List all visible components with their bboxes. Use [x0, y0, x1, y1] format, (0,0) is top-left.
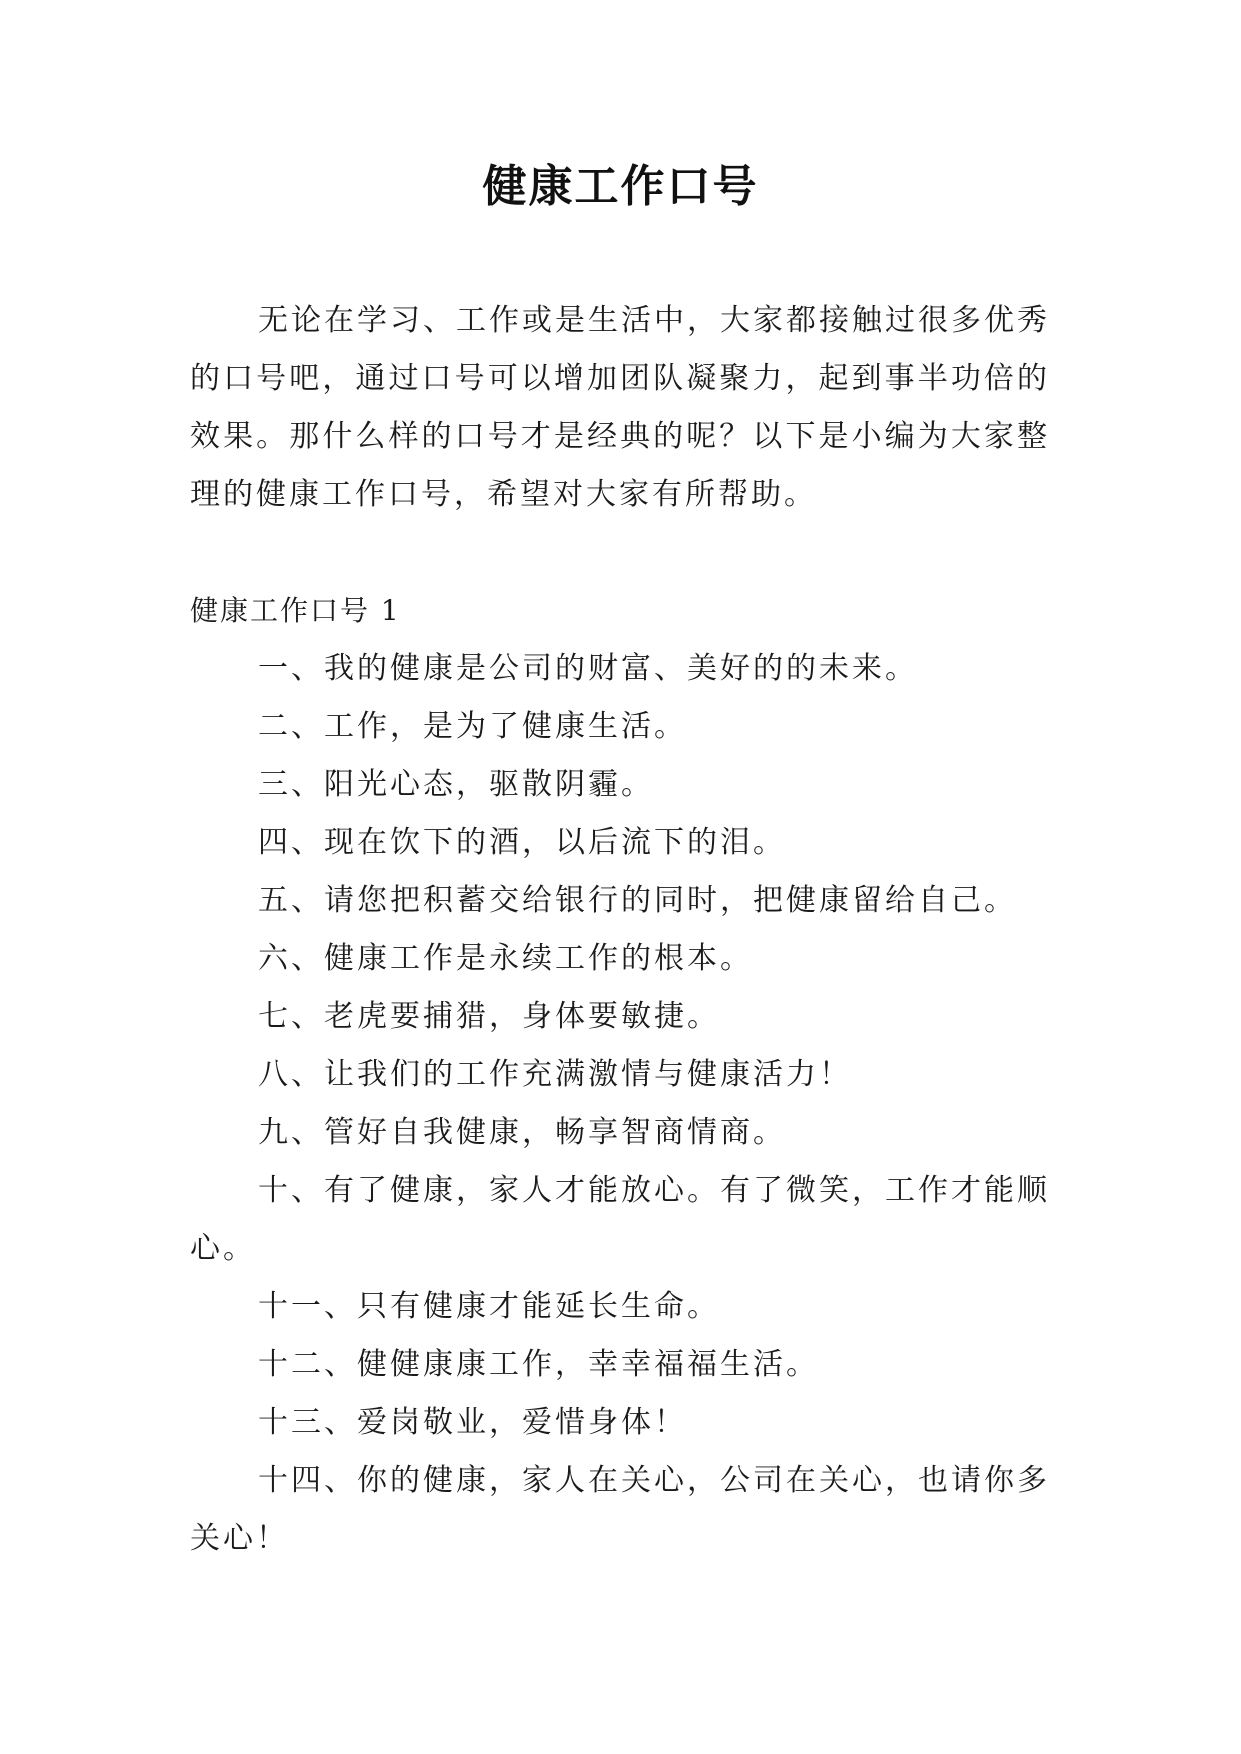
list-item: 十四、你的健康，家人在关心，公司在关心，也请你多关心！ — [190, 1463, 1050, 1556]
list-item: 九、管好自我健康，畅享智商情商。 — [258, 1115, 786, 1150]
list-item: 十二、健健康康工作，幸幸福福生活。 — [258, 1347, 819, 1382]
section-heading: 健康工作口号 1 — [190, 594, 401, 627]
document-body — [190, 292, 1050, 1568]
page-title: 健康工作口号 — [482, 161, 759, 212]
list-item: 六、健康工作是永续工作的根本。 — [258, 941, 753, 976]
list-item: 十、有了健康，家人才能放心。有了微笑，工作才能顺心。 — [190, 1173, 1050, 1266]
intro-paragraph: 无论在学习、工作或是生活中，大家都接触过很多优秀的口号吧，通过口号可以增加团队凝聚力，起到事半功倍的效果。那什么样的口号才是经典的呢？以下是小编为大家整理的健康工作口号，希望对大家有所帮助。 — [190, 303, 1050, 512]
list-item: 二、工作，是为了健康生活。 — [258, 709, 687, 744]
list-item: 十三、爱岗敬业，爱惜身体！ — [258, 1405, 687, 1440]
list-item: 八、让我们的工作充满激情与健康活力！ — [258, 1057, 852, 1092]
list-item: 三、阳光心态，驱散阴霾。 — [258, 767, 654, 802]
list-item: 七、老虎要捕猎，身体要敏捷。 — [258, 999, 720, 1034]
list-item: 四、现在饮下的酒，以后流下的泪。 — [258, 825, 786, 860]
list-item: 五、请您把积蓄交给银行的同时，把健康留给自己。 — [258, 883, 1017, 918]
list-item: 一、我的健康是公司的财富、美好的的未来。 — [258, 651, 918, 686]
list-item: 十一、只有健康才能延长生命。 — [258, 1289, 720, 1324]
